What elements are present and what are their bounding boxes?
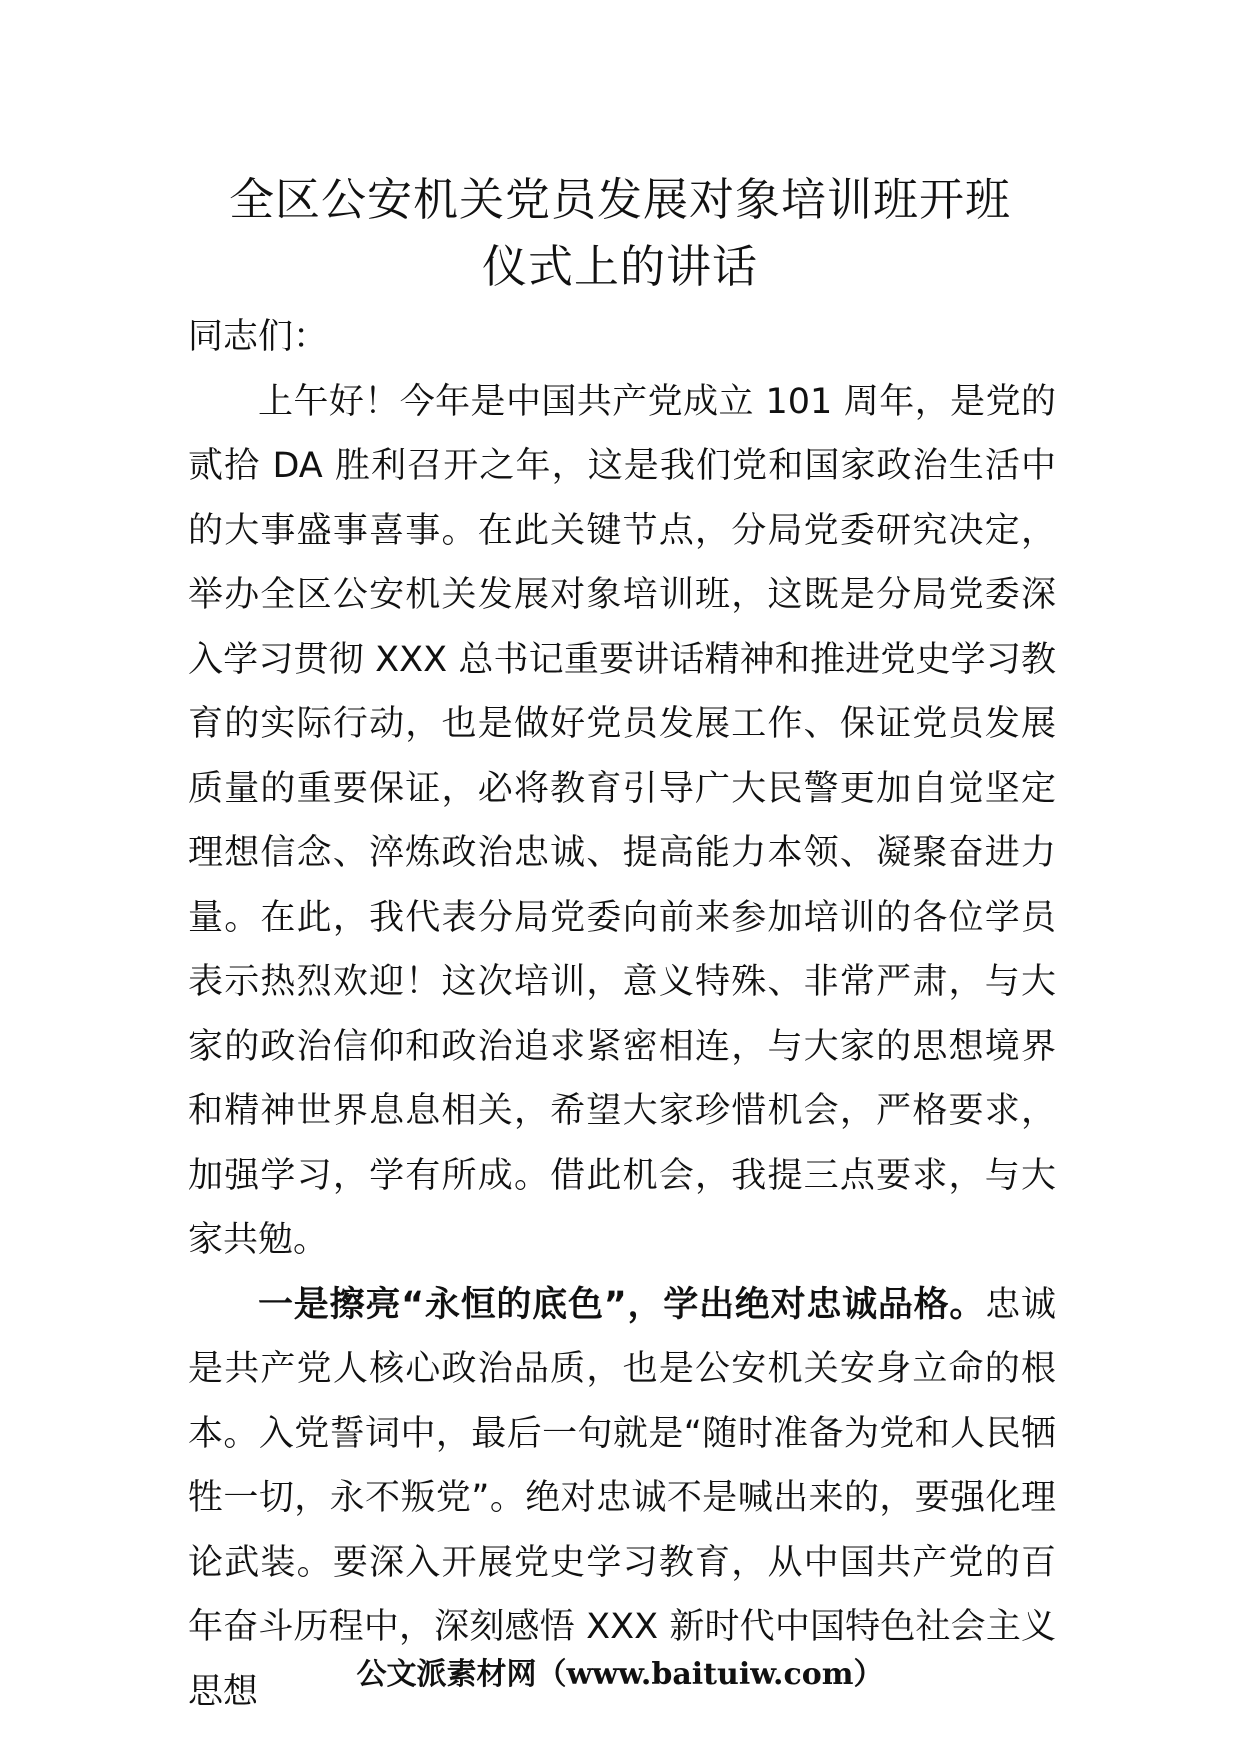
source-footer: 公文派素材网（www.baituiw.com） (356, 1657, 884, 1692)
document-body (188, 305, 1056, 1724)
paragraph-2-lead: 一是擦亮“永恒的底色”，学出绝对忠诚品格。 (258, 1284, 986, 1325)
document-title-line-1: 全区公安机关党员发展对象培训班开班 (228, 173, 1011, 226)
paragraph-1: 上午好！今年是中国共产党成立 101 周年，是党的贰拾 DA 胜利召开之年，这是我们党和国家政治生活中的大事盛事喜事。在此关键节点，分局党委研究决定，举办全区公安机关发展对象培训班，这既是分局党委深入学习贯彻 XXX 总书记重要讲话精神和推进党史学习教育的实际行动，也是做好党员发展工作、保证党员发展质量的重要保证，必将教育引导广大民警更加自觉坚定理想信念、淬炼政治忠诚、提高能力本领、凝聚奋进力量。在此，我代表分局党委向前来参加培训的各位学员表示热烈欢迎！这次培训，意义特殊、非常严肃，与大家的政治信仰和政治追求紧密相连，与大家的思想境界和精神世界息息相关，希望大家珍惜机会，严格要求，加强学习，学有所成。借此机会，我提三点要求，与大家共勉。 (188, 381, 1056, 1260)
paragraph-2-rest: 忠诚是共产党人核心政治品质，也是公安机关安身立命的根本。入党誓词中，最后一句就是“随时准备为党和人民牺牲一切，永不叛党”。绝对忠诚不是喊出来的，要强化理论武装。要深入开展党史学习教育，从中国共产党的百年奋斗历程中，深刻感悟 XXX 新时代中国特色社会主义思想 (188, 1284, 1056, 1712)
salutation: 同志们： (188, 317, 329, 357)
document-title-line-2: 仪式上的讲话 (481, 240, 758, 293)
